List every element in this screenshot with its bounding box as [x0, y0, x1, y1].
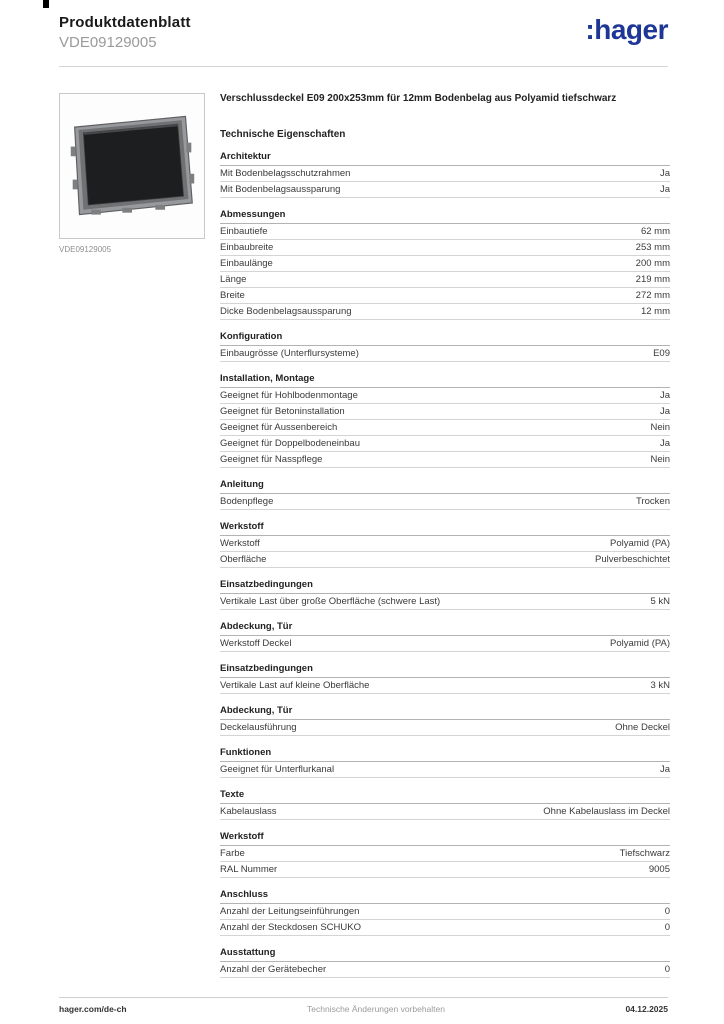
spec-row [220, 346, 670, 362]
spec-row [220, 272, 670, 288]
spec-value: 253 mm [635, 242, 670, 253]
spec-value: 0 [664, 906, 670, 917]
spec-section [220, 704, 670, 736]
product-image-frame [59, 93, 205, 239]
section-heading: Einsatzbedingungen [220, 578, 670, 594]
spec-section [220, 208, 670, 320]
section-heading: Texte [220, 788, 670, 804]
product-title: Verschlussdeckel E09 200x253mm für 12mm Bodenbelag aus Polyamid tiefschwarz [220, 93, 617, 104]
section-heading: Konfiguration [220, 330, 670, 346]
spec-value: Nein [650, 422, 670, 433]
spec-row [220, 240, 670, 256]
spec-row [220, 678, 670, 694]
spec-row [220, 494, 670, 510]
spec-label: Werkstoff [220, 538, 260, 549]
spec-section [220, 662, 670, 694]
spec-label: Bodenpflege [220, 496, 274, 507]
spec-label: Einbaubreite [220, 242, 274, 253]
spec-row [220, 536, 670, 552]
spec-label: Farbe [220, 848, 245, 859]
spec-row [220, 846, 670, 862]
spec-label: Mit Bodenbelagsaussparung [220, 184, 341, 195]
spec-row [220, 388, 670, 404]
section-heading: Abdeckung, Tür [220, 704, 670, 720]
section-heading: Ausstattung [220, 946, 670, 962]
footer-link[interactable]: hager.com/de-ch [59, 1004, 127, 1014]
spec-value: E09 [653, 348, 670, 359]
spec-section [220, 578, 670, 610]
spec-row [220, 920, 670, 936]
spec-row [220, 436, 670, 452]
spec-row [220, 552, 670, 568]
spec-value: 12 mm [640, 306, 670, 317]
section-heading: Einsatzbedingungen [220, 662, 670, 678]
spec-label: Geeignet für Aussenbereich [220, 422, 338, 433]
spec-value: 0 [664, 922, 670, 933]
spec-section [220, 478, 670, 510]
spec-value: Tiefschwarz [619, 848, 670, 859]
spec-row [220, 166, 670, 182]
spec-value: 9005 [648, 864, 670, 875]
spec-value: Ja [659, 438, 670, 449]
spec-row [220, 288, 670, 304]
spec-value: 272 mm [635, 290, 670, 301]
spec-label: Vertikale Last auf kleine Oberfläche [220, 680, 370, 691]
spec-value: 3 kN [650, 680, 670, 691]
page-header [59, 14, 668, 51]
spec-row [220, 420, 670, 436]
spec-row [220, 594, 670, 610]
spec-row [220, 762, 670, 778]
spec-row [220, 636, 670, 652]
spec-section [220, 372, 670, 468]
spec-section [220, 830, 670, 878]
spec-label: Kabelauslass [220, 806, 277, 817]
spec-value: 62 mm [640, 226, 670, 237]
spec-label: Einbaulänge [220, 258, 273, 269]
spec-value: Polyamid (PA) [609, 538, 670, 549]
spec-content [220, 92, 670, 978]
spec-value: 200 mm [635, 258, 670, 269]
section-heading: Werkstoff [220, 830, 670, 846]
spec-section [220, 520, 670, 568]
spec-row [220, 452, 670, 468]
spec-label: Werkstoff Deckel [220, 638, 292, 649]
spec-value: Pulverbeschichtet [595, 554, 670, 565]
spec-label: Anzahl der Leitungseinführungen [220, 906, 360, 917]
spec-value: Polyamid (PA) [609, 638, 670, 649]
page-title: Produktdatenblatt [59, 14, 191, 31]
spec-row [220, 256, 670, 272]
spec-row [220, 804, 670, 820]
spec-value: Trocken [636, 496, 670, 507]
spec-value: Ohne Deckel [615, 722, 670, 733]
product-image [62, 96, 202, 236]
spec-label: Breite [220, 290, 245, 301]
spec-label: Anzahl der Gerätebecher [220, 964, 327, 975]
spec-label: Anzahl der Steckdosen SCHUKO [220, 922, 361, 933]
spec-label: Geeignet für Betoninstallation [220, 406, 345, 417]
spec-label: Oberfläche [220, 554, 267, 565]
spec-value: Ohne Kabelauslass im Deckel [543, 806, 670, 817]
spec-label: Vertikale Last über große Oberfläche (schwere Last) [220, 596, 441, 607]
spec-row [220, 182, 670, 198]
spec-value: Ja [659, 168, 670, 179]
spec-section [220, 746, 670, 778]
spec-section [220, 946, 670, 978]
section-heading: Anschluss [220, 888, 670, 904]
tech-properties-heading: Technische Eigenschaften [220, 129, 346, 140]
spec-value: Ja [659, 764, 670, 775]
product-image-caption: VDE09129005 [59, 245, 112, 254]
footer-notice: Technische Änderungen vorbehalten [307, 1004, 445, 1014]
spec-value: Ja [659, 390, 670, 401]
spec-section [220, 150, 670, 198]
spec-label: RAL Nummer [220, 864, 278, 875]
product-number: VDE09129005 [59, 34, 157, 51]
header-divider [59, 66, 668, 67]
section-heading: Abdeckung, Tür [220, 620, 670, 636]
spec-label: Einbaugrösse (Unterflursysteme) [220, 348, 359, 359]
spec-section [220, 788, 670, 820]
spec-row [220, 224, 670, 240]
spec-row [220, 962, 670, 978]
section-heading: Anleitung [220, 478, 670, 494]
hager-logo: :hager [585, 14, 668, 45]
spec-row [220, 720, 670, 736]
spec-row [220, 904, 670, 920]
spec-label: Geeignet für Nasspflege [220, 454, 323, 465]
spec-section [220, 888, 670, 936]
spec-label: Dicke Bodenbelagsaussparung [220, 306, 352, 317]
page-footer [59, 997, 668, 1014]
spec-label: Länge [220, 274, 247, 285]
spec-label: Geeignet für Hohlbodenmontage [220, 390, 358, 401]
footer-date: 04.12.2025 [625, 1004, 668, 1014]
spec-label: Mit Bodenbelagsschutzrahmen [220, 168, 351, 179]
section-heading: Architektur [220, 150, 670, 166]
spec-value: 5 kN [650, 596, 670, 607]
spec-value: 219 mm [635, 274, 670, 285]
spec-label: Einbautiefe [220, 226, 268, 237]
spec-value: Nein [650, 454, 670, 465]
spec-section [220, 330, 670, 362]
spec-row [220, 404, 670, 420]
spec-label: Geeignet für Unterflurkanal [220, 764, 335, 775]
spec-row [220, 304, 670, 320]
spec-sections [220, 150, 670, 978]
crop-mark [43, 0, 49, 8]
spec-row [220, 862, 670, 878]
spec-value: 0 [664, 964, 670, 975]
spec-value: Ja [659, 184, 670, 195]
section-heading: Werkstoff [220, 520, 670, 536]
section-heading: Installation, Montage [220, 372, 670, 388]
section-heading: Funktionen [220, 746, 670, 762]
spec-section [220, 620, 670, 652]
section-heading: Abmessungen [220, 208, 670, 224]
spec-label: Deckelausführung [220, 722, 297, 733]
spec-label: Geeignet für Doppelbodeneinbau [220, 438, 360, 449]
spec-value: Ja [659, 406, 670, 417]
